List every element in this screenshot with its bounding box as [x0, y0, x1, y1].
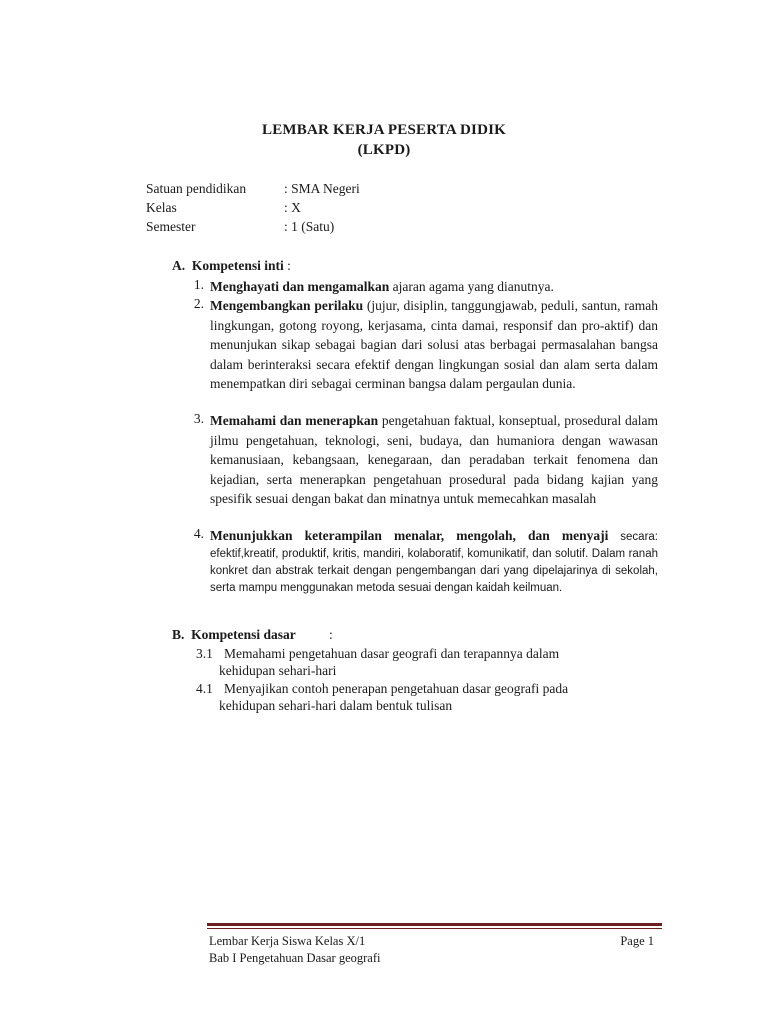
meta-label-kelas: Kelas: [146, 200, 177, 215]
ki-number-2: 2.: [193, 296, 204, 311]
document-subtitle: (LKPD): [357, 142, 411, 158]
footer-line-1: Lembar Kerja Siswa Kelas X/1: [209, 934, 366, 948]
section-a-marker: A.: [172, 258, 186, 273]
ki-item-2-text: (jujur, disiplin, tanggungjawab, peduli, santun, ramah lingkungan, gotong royong, kerjasama, cinta damai, responsif dan pro-aktif) dan menunjukan sikap sebagai bagian dari solusi atas berbagai permasalahan bangsa dalam berinteraksi secara efektif dengan lingkungan sosial dan alam serta dalam menempatkan diri sebagai cerminan bangsa dalam pergaulan dunia.: [210, 298, 658, 392]
ki-item-4-text: secara: efektif,kreatif, produktif, kritis, mandiri, kolaboratif, komunikatif, dan solutif. Dalam ranah konkret dan abstrak terkait dengan pengembangan dari yang dipelajarinya di sekolah, serta mampu menggunakan metoda sesuai dengan kaidah keilmuan.: [210, 531, 658, 594]
section-a-title: Kompetensi inti: [191, 258, 284, 273]
footer-rule-thick: [207, 923, 662, 926]
ki-item-2-bold: Mengembangkan perilaku: [210, 298, 364, 313]
section-b-heading: [172, 627, 296, 643]
section-b-suffix: :: [329, 627, 333, 642]
footer-rule-thin: [207, 928, 662, 929]
section-b-marker: B.: [172, 627, 185, 642]
ki-item-1-bold: Menghayati dan mengamalkan: [210, 279, 390, 294]
ki-item-2: [210, 296, 658, 394]
ki-item-4: [210, 527, 658, 597]
kd-number-1: 3.1: [196, 646, 213, 661]
ki-item-3-bold: Memahami dan menerapkan: [210, 413, 379, 428]
ki-number-1: 1.: [193, 277, 204, 292]
meta-value-kelas: : X: [284, 200, 301, 215]
ki-item-1: [210, 277, 658, 297]
meta-value-satuan: : SMA Negeri: [284, 181, 360, 196]
meta-label-semester: Semester: [146, 219, 196, 234]
kd-item-2-line2: kehidupan sehari-hari dalam bentuk tulisan: [219, 698, 453, 713]
kd-item-1-line2: kehidupan sehari-hari: [219, 663, 337, 678]
ki-item-1-text: ajaran agama yang dianutnya.: [389, 279, 554, 294]
page-number: Page 1: [620, 934, 654, 948]
kd-item-1-line1: Memahami pengetahuan dasar geografi dan terapannya dalam: [224, 646, 560, 661]
ki-number-3: 3.: [193, 411, 204, 426]
section-a-heading: [172, 258, 291, 274]
document-title: LEMBAR KERJA PESERTA DIDIK: [261, 122, 507, 138]
section-a-suffix: :: [283, 258, 291, 273]
ki-item-3: [210, 411, 658, 509]
meta-value-semester: : 1 (Satu): [284, 219, 335, 234]
ki-number-4: 4.: [193, 526, 204, 541]
footer-line-2: Bab I Pengetahuan Dasar geografi: [209, 951, 381, 965]
ki-item-3-text: pengetahuan faktual, konseptual, prosedural dalam jilmu pengetahuan, teknologi, seni, budaya, dan humaniora dengan wawasan kemanusiaan, kebangsaan, kenegaraan, dan peradaban terkait fenomena dan kejadian, serta menerapkan pengetahuan prosedural pada bidang kajian yang spesifik sesuai dengan bakat dan minatnya untuk memecahkan masalah: [210, 413, 658, 507]
kd-number-2: 4.1: [196, 681, 213, 696]
meta-label-satuan: Satuan pendidikan: [146, 181, 247, 196]
section-b-title: Kompetensi dasar: [191, 627, 296, 642]
ki-item-4-bold: Menunjukkan keterampilan menalar, mengolah, dan menyaji: [210, 528, 609, 543]
kd-item-2-line1: Menyajikan contoh penerapan pengetahuan dasar geografi pada: [224, 681, 569, 696]
